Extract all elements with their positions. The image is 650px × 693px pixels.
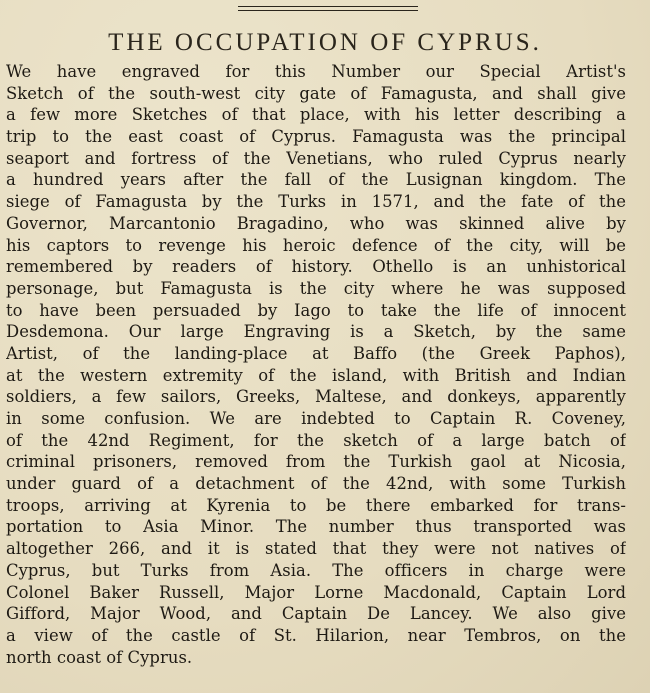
article-line: personage, but Famagusta is the city where he was supposed	[6, 278, 626, 298]
article-line: Cyprus, but Turks from Asia. The officers in charge were	[6, 560, 626, 580]
article-body	[6, 61, 626, 668]
article-line: We have engraved for this Number our Special Artist's	[6, 62, 626, 81]
article-line: seaport and fortress of the Venetians, who ruled Cyprus nearly	[6, 148, 626, 168]
article-line: his captors to revenge his heroic defence of the city, will be	[6, 235, 626, 255]
article-headline: THE OCCUPATION OF CYPRUS.	[108, 29, 542, 56]
article-line: Gifford, Major Wood, and Captain De Lancey. We also give	[6, 604, 626, 624]
article-line: Sketch of the south-west city gate of Famagusta, and shall give	[6, 83, 626, 103]
top-divider-rule	[238, 6, 418, 7]
article-line: Governor, Marcantonio Bragadino, who was skinned alive by	[6, 213, 626, 233]
article-line: of the 42nd Regiment, for the sketch of a large batch of	[6, 430, 626, 450]
article-line: under guard of a detachment of the 42nd, with some Turkish	[6, 474, 626, 494]
article-line: trip to the east coast of Cyprus. Famagusta was the principal	[6, 127, 626, 147]
top-divider-rule	[238, 10, 418, 11]
article-line: troops, arriving at Kyrenia to be there embarked for trans-	[6, 495, 626, 515]
article-line: to have been persuaded by Iago to take the life of innocent	[6, 300, 626, 320]
article-line: criminal prisoners, removed from the Turkish gaol at Nicosia,	[6, 452, 626, 472]
article-line: Desdemona. Our large Engraving is a Sketch, by the same	[6, 322, 626, 342]
article-line: a view of the castle of St. Hilarion, near Tembros, on the	[6, 625, 626, 645]
article-line: a hundred years after the fall of the Lusignan kingdom. The	[6, 170, 626, 190]
article-line: remembered by readers of history. Othello is an unhistorical	[6, 257, 626, 277]
article-line: Artist, of the landing-place at Baffo (the Greek Paphos),	[6, 343, 626, 363]
article-line: siege of Famagusta by the Turks in 1571, and the fate of the	[6, 192, 626, 212]
article-line: in some confusion. We are indebted to Captain R. Coveney,	[6, 409, 626, 428]
article-line: Colonel Baker Russell, Major Lorne Macdonald, Captain Lord	[6, 582, 626, 602]
article-line: altogether 266, and it is stated that they were not natives of	[6, 539, 626, 559]
article-line: north coast of Cyprus.	[6, 647, 193, 667]
article-line: portation to Asia Minor. The number thus transported was	[6, 517, 626, 537]
article-line: a few more Sketches of that place, with his letter describing a	[6, 105, 626, 125]
article-line: at the western extremity of the island, with British and Indian	[6, 365, 626, 385]
article-line: soldiers, a few sailors, Greeks, Maltese, and donkeys, apparently	[6, 387, 626, 407]
